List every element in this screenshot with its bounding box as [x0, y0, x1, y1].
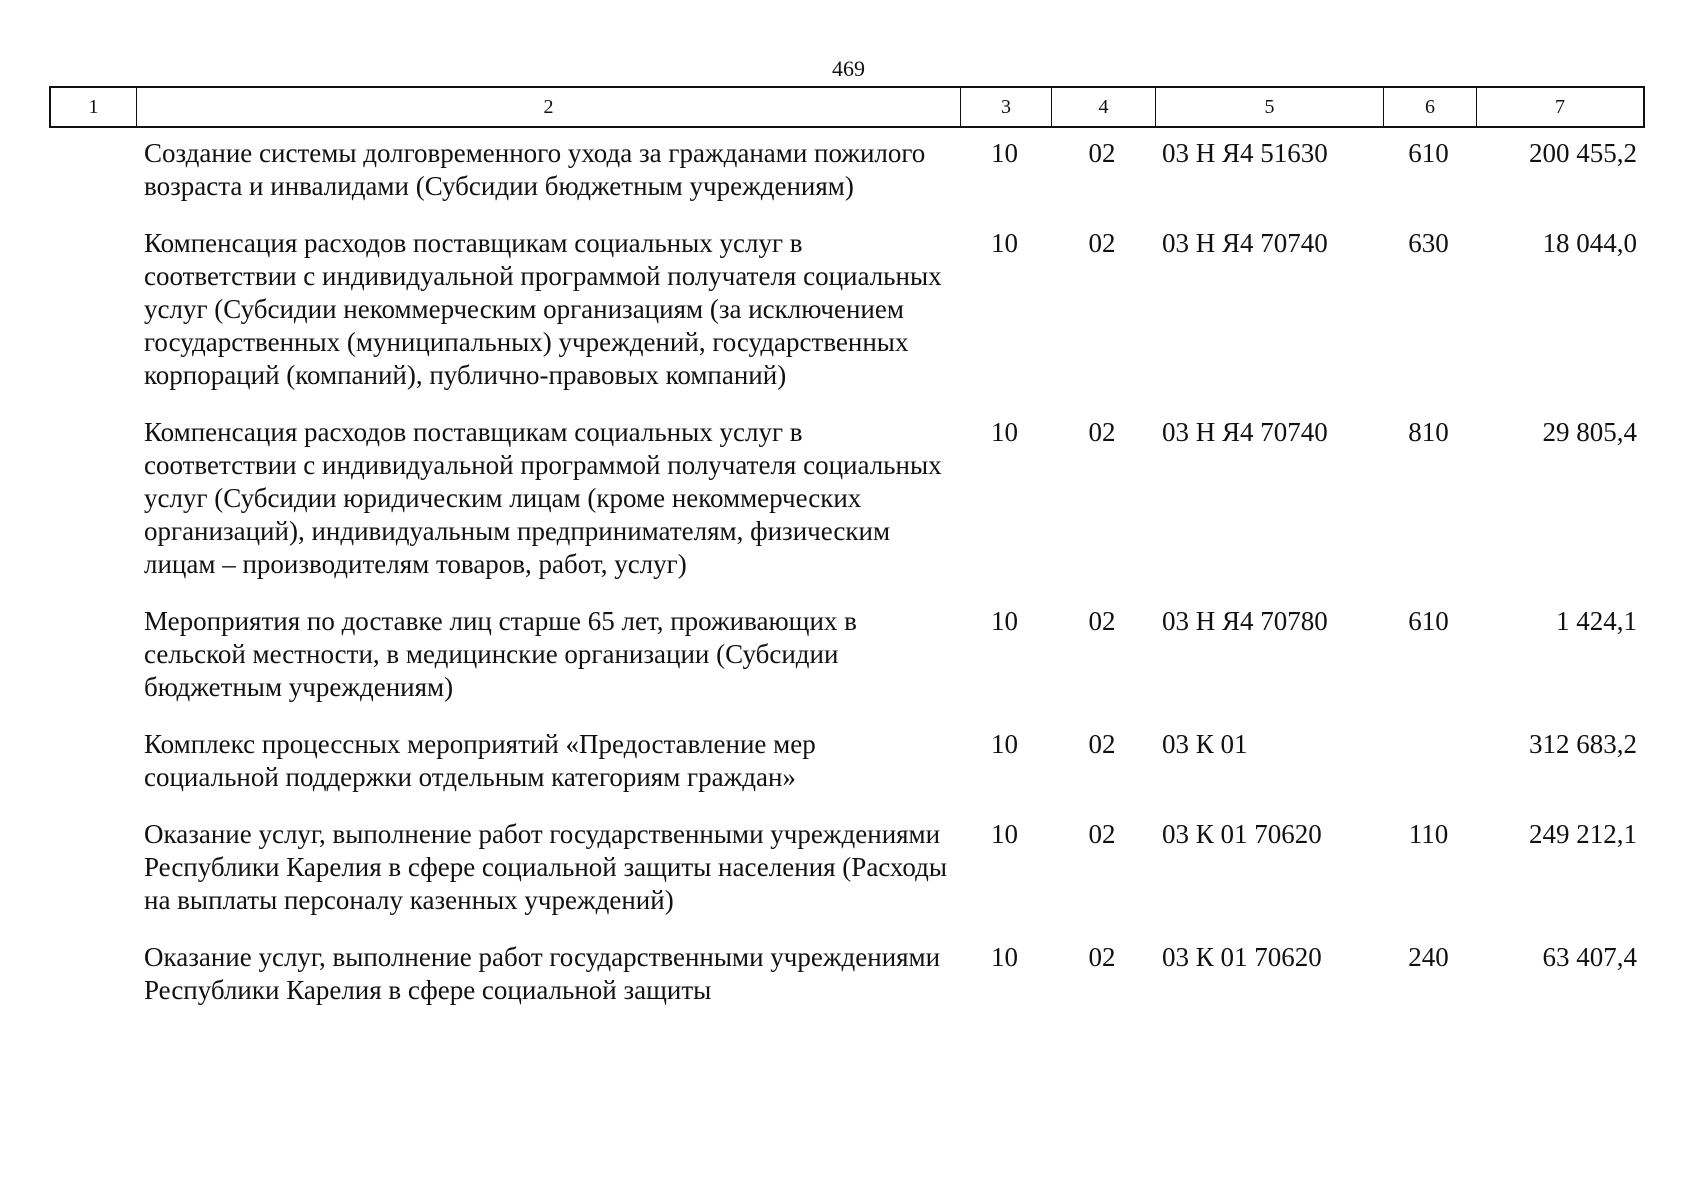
cell-description: Оказание услуг, выполнение работ государственными учреждениями Республики Карелия в сфере социальной защиты населения (Расходы на выплаты персоналу казенных учреждений)	[144, 819, 947, 915]
table-header	[49, 86, 1645, 128]
cell-col-1	[49, 809, 135, 917]
header-col-2: 2	[137, 88, 961, 126]
table-row	[49, 407, 1645, 581]
cell-amount: 1 424,1	[1556, 606, 1637, 636]
cell-col-1	[49, 128, 135, 203]
cell-expense-type: 110	[1408, 819, 1449, 849]
header-col-3: 3	[961, 88, 1052, 126]
cell-description: Оказание услуг, выполнение работ государственными учреждениями Республики Карелия в сфере социальной защиты	[144, 942, 941, 1005]
table-row	[49, 932, 1645, 1007]
cell-expense-type	[1382, 719, 1475, 794]
cell-description: Комплекс процессных мероприятий «Предоставление мер социальной поддержки отдельным категориям граждан»	[144, 729, 816, 792]
cell-col-1	[49, 596, 135, 704]
cell-amount: 63 407,4	[1542, 942, 1637, 972]
cell-subsection: 02	[1088, 606, 1116, 636]
table-row	[49, 596, 1645, 704]
cell-description: Создание системы долговременного ухода за гражданами пожилого возраста и инвалидами (Субсидии бюджетным учреждениям)	[144, 138, 926, 201]
header-col-5: 5	[1156, 88, 1384, 126]
cell-expense-type: 610	[1408, 138, 1449, 168]
cell-col-1	[49, 218, 135, 392]
cell-amount: 18 044,0	[1542, 228, 1637, 258]
cell-amount: 249 212,1	[1529, 819, 1637, 849]
cell-description: Мероприятия по доставке лиц старше 65 лет, проживающих в сельской местности, в медицинские организации (Субсидии бюджетным учреждениям)	[144, 606, 857, 702]
table-row	[49, 128, 1645, 203]
cell-amount: 29 805,4	[1542, 417, 1637, 447]
cell-amount: 200 455,2	[1529, 138, 1637, 168]
table-row	[49, 719, 1645, 794]
header-col-6: 6	[1384, 88, 1477, 126]
cell-section: 10	[991, 417, 1018, 447]
cell-section: 10	[991, 138, 1018, 168]
cell-subsection: 02	[1088, 819, 1116, 849]
cell-target-article: 03 Н Я4 51630	[1162, 138, 1328, 168]
cell-target-article: 03 Н Я4 70740	[1162, 228, 1328, 258]
cell-target-article: 03 Н Я4 70740	[1162, 417, 1328, 447]
table-row	[49, 809, 1645, 917]
cell-section: 10	[991, 729, 1018, 759]
cell-subsection: 02	[1088, 729, 1116, 759]
header-col-7: 7	[1555, 96, 1565, 118]
cell-target-article: 03 К 01 70620	[1162, 942, 1322, 972]
header-col-4: 4	[1052, 88, 1156, 126]
cell-amount: 312 683,2	[1529, 729, 1637, 759]
cell-col-1	[49, 407, 135, 581]
cell-target-article: 03 К 01	[1162, 729, 1248, 759]
cell-col-1	[49, 719, 135, 794]
cell-description: Компенсация расходов поставщикам социальных услуг в соответствии с индивидуальной программой получателя социальных услуг (Субсидии некоммерческим организациям (за исключением государственных (муниципальных) учреждений, государственных корпораций (компаний), публично-правовых компаний)	[144, 228, 942, 390]
table-row	[49, 218, 1645, 392]
cell-subsection: 02	[1088, 228, 1116, 258]
cell-subsection: 02	[1088, 138, 1116, 168]
cell-target-article: 03 К 01 70620	[1162, 819, 1322, 849]
cell-col-1	[49, 932, 135, 1007]
cell-subsection: 02	[1088, 942, 1116, 972]
cell-description: Компенсация расходов поставщикам социальных услуг в соответствии с индивидуальной программой получателя социальных услуг (Субсидии юридическим лицам (кроме некоммерческих организаций), индивидуальным предпринимателям, физическим лицам – производителям товаров, работ, услуг)	[144, 417, 942, 579]
cell-section: 10	[991, 228, 1018, 258]
cell-expense-type: 630	[1408, 228, 1449, 258]
cell-expense-type: 810	[1408, 417, 1449, 447]
table-body	[49, 128, 1645, 1022]
cell-section: 10	[991, 606, 1018, 636]
page-number: 469	[832, 56, 865, 81]
cell-section: 10	[991, 942, 1018, 972]
cell-target-article: 03 Н Я4 70780	[1162, 606, 1328, 636]
cell-subsection: 02	[1088, 417, 1116, 447]
header-col-1: 1	[51, 88, 137, 126]
cell-section: 10	[991, 819, 1018, 849]
cell-expense-type: 240	[1408, 942, 1449, 972]
cell-expense-type: 610	[1408, 606, 1449, 636]
